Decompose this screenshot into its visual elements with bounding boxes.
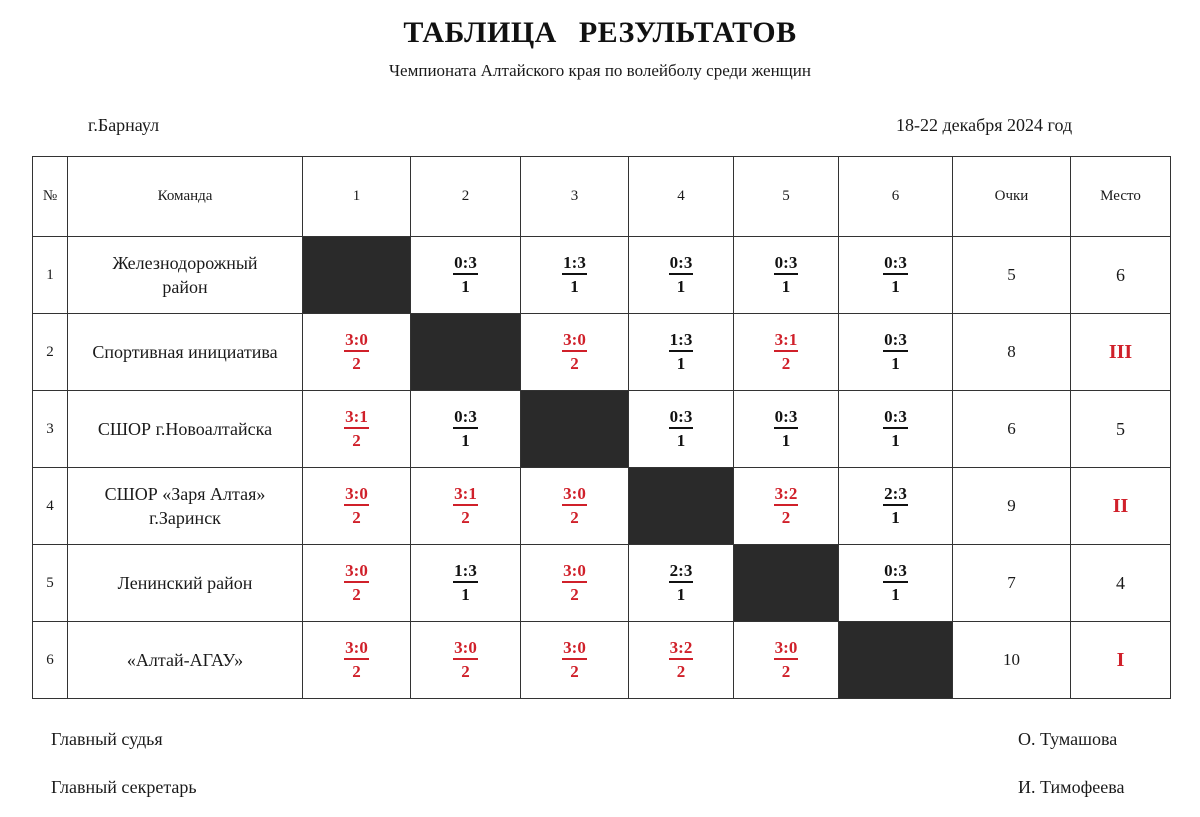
- match-score: [453, 638, 478, 682]
- match-score: [774, 253, 799, 297]
- match-score: [669, 253, 694, 297]
- match-score: [669, 561, 694, 605]
- match-score: [453, 407, 478, 451]
- match-points: 1: [676, 585, 686, 604]
- match-result-cell: [629, 237, 734, 314]
- match-score: [774, 330, 799, 374]
- column-header-6: 6: [839, 157, 953, 237]
- team-name-line2: район: [162, 277, 208, 297]
- match-points: 2: [781, 662, 791, 681]
- match-result-cell: [303, 391, 411, 468]
- self-match-cell: [411, 314, 521, 391]
- match-score: [344, 484, 369, 528]
- team-number: 6: [33, 622, 68, 699]
- set-score: 3:1: [774, 330, 799, 352]
- match-score: [669, 407, 694, 451]
- match-points: 1: [461, 277, 470, 296]
- match-score: [344, 330, 369, 374]
- match-score: [669, 330, 694, 374]
- team-row: [33, 391, 1171, 468]
- match-result-cell: [411, 545, 521, 622]
- match-result-cell: [629, 391, 734, 468]
- set-score: 3:0: [344, 561, 369, 583]
- match-points: 2: [352, 431, 361, 450]
- match-points: 1: [570, 277, 579, 296]
- set-score: 0:3: [453, 407, 478, 429]
- match-result-cell: [521, 622, 629, 699]
- match-score: [453, 561, 478, 605]
- match-score: [669, 638, 694, 682]
- column-header-points: Очки: [953, 157, 1071, 237]
- team-name-line1: Железнодорожный: [112, 253, 258, 273]
- match-result-cell: [629, 622, 734, 699]
- set-score: 0:3: [774, 407, 799, 429]
- match-result-cell: [303, 314, 411, 391]
- match-score: [344, 638, 369, 682]
- match-points: 1: [461, 585, 470, 604]
- match-result-cell: [734, 622, 839, 699]
- match-points: 1: [676, 354, 686, 373]
- match-score: [562, 484, 587, 528]
- header-row: [33, 157, 1171, 237]
- match-result-cell: [303, 622, 411, 699]
- match-points: 2: [570, 662, 579, 681]
- page-title: ТАБЛИЦА РЕЗУЛЬТАТОВ: [403, 16, 797, 49]
- match-points: 1: [891, 508, 900, 527]
- team-number: 4: [33, 468, 68, 545]
- match-points: 2: [570, 508, 579, 527]
- column-header-team: Команда: [68, 157, 303, 237]
- judge-label: Главный судья: [51, 729, 163, 749]
- set-score: 0:3: [883, 330, 908, 352]
- team-name: [68, 237, 303, 314]
- column-header-5: 5: [734, 157, 839, 237]
- match-points: 1: [781, 431, 791, 450]
- set-score: 3:0: [562, 638, 587, 660]
- self-match-cell: [521, 391, 629, 468]
- match-result-cell: [734, 468, 839, 545]
- team-name-line1: СШОР г.Новоалтайска: [97, 419, 273, 439]
- match-score: [344, 407, 369, 451]
- set-score: 1:3: [669, 330, 694, 352]
- team-name: [68, 622, 303, 699]
- team-number: 3: [33, 391, 68, 468]
- match-points: 1: [781, 277, 791, 296]
- total-points: 10: [953, 622, 1071, 699]
- set-score: 3:0: [562, 561, 587, 583]
- judge-name: О. Тумашова: [1018, 729, 1118, 749]
- team-row: [33, 622, 1171, 699]
- match-result-cell: [411, 391, 521, 468]
- match-points: 2: [781, 508, 791, 527]
- match-points: 2: [352, 585, 361, 604]
- match-score: [453, 484, 478, 528]
- match-score: [562, 638, 587, 682]
- team-name-line2: г.Заринск: [149, 508, 221, 528]
- match-points: 1: [676, 277, 686, 296]
- city-text: г.Барнаул: [88, 115, 160, 135]
- set-score: 3:0: [344, 330, 369, 352]
- set-score: 3:1: [453, 484, 478, 506]
- team-name: [68, 468, 303, 545]
- set-score: 3:0: [344, 638, 369, 660]
- match-score: [562, 330, 587, 374]
- team-name: [68, 391, 303, 468]
- match-result-cell: [839, 314, 953, 391]
- set-score: 3:0: [562, 330, 587, 352]
- match-score: [774, 484, 799, 528]
- set-score: 0:3: [669, 407, 694, 429]
- match-points: 1: [676, 431, 686, 450]
- team-number: 1: [33, 237, 68, 314]
- set-score: 3:2: [669, 638, 694, 660]
- set-score: 1:3: [453, 561, 478, 583]
- team-name: [68, 314, 303, 391]
- match-points: 1: [891, 585, 900, 604]
- self-match-cell: [734, 545, 839, 622]
- self-match-cell: [303, 237, 411, 314]
- team-name-line1: Спортивная инициатива: [92, 342, 278, 362]
- match-result-cell: [521, 314, 629, 391]
- column-header-1: 1: [303, 157, 411, 237]
- place: II: [1071, 468, 1171, 545]
- set-score: 3:1: [344, 407, 369, 429]
- results-table: [32, 156, 1171, 699]
- place: 4: [1071, 545, 1171, 622]
- total-points: 5: [953, 237, 1071, 314]
- match-score: [453, 253, 478, 297]
- total-points: 7: [953, 545, 1071, 622]
- column-header-4: 4: [629, 157, 734, 237]
- match-points: 2: [352, 508, 361, 527]
- match-points: 1: [461, 431, 470, 450]
- match-result-cell: [521, 545, 629, 622]
- match-result-cell: [734, 391, 839, 468]
- set-score: 3:0: [344, 484, 369, 506]
- match-score: [883, 484, 908, 528]
- column-header-2: 2: [411, 157, 521, 237]
- event-date: 18-22 декабря 2024 год: [896, 115, 1073, 135]
- team-name-line1: СШОР «Заря Алтая»: [104, 484, 266, 504]
- match-result-cell: [839, 545, 953, 622]
- match-points: 2: [352, 662, 361, 681]
- match-result-cell: [629, 314, 734, 391]
- match-points: 2: [781, 354, 791, 373]
- match-points: 1: [891, 354, 900, 373]
- set-score: 3:0: [453, 638, 478, 660]
- place: III: [1071, 314, 1171, 391]
- match-points: 2: [570, 585, 579, 604]
- match-points: 2: [461, 508, 470, 527]
- match-score: [883, 330, 908, 374]
- team-name-line1: «Алтай-АГАУ»: [126, 650, 244, 670]
- city: [88, 115, 159, 136]
- match-result-cell: [303, 545, 411, 622]
- match-score: [562, 253, 587, 297]
- set-score: 3:0: [774, 638, 799, 660]
- match-result-cell: [839, 237, 953, 314]
- set-score: 0:3: [883, 561, 908, 583]
- match-result-cell: [839, 468, 953, 545]
- match-score: [883, 407, 908, 451]
- team-row: [33, 545, 1171, 622]
- match-score: [883, 253, 908, 297]
- match-result-cell: [839, 391, 953, 468]
- place: I: [1071, 622, 1171, 699]
- set-score: 0:3: [669, 253, 694, 275]
- column-header-number: №: [33, 157, 68, 237]
- match-result-cell: [303, 468, 411, 545]
- match-result-cell: [411, 237, 521, 314]
- match-score: [774, 638, 799, 682]
- match-result-cell: [629, 545, 734, 622]
- match-result-cell: [521, 237, 629, 314]
- match-score: [344, 561, 369, 605]
- match-points: 1: [891, 431, 900, 450]
- team-name: [68, 545, 303, 622]
- self-match-cell: [839, 622, 953, 699]
- set-score: 3:0: [562, 484, 587, 506]
- match-score: [774, 407, 799, 451]
- match-points: 2: [461, 662, 470, 681]
- set-score: 3:2: [774, 484, 799, 506]
- match-result-cell: [734, 237, 839, 314]
- set-score: 2:3: [883, 484, 908, 506]
- secretary-name: И. Тимофеева: [1018, 777, 1125, 797]
- set-score: 0:3: [883, 407, 908, 429]
- column-header-place: Место: [1071, 157, 1171, 237]
- match-points: 2: [570, 354, 579, 373]
- match-result-cell: [521, 468, 629, 545]
- total-points: 8: [953, 314, 1071, 391]
- team-name-line1: Ленинский район: [117, 573, 253, 593]
- match-score: [883, 561, 908, 605]
- match-points: 1: [891, 277, 900, 296]
- column-header-3: 3: [521, 157, 629, 237]
- set-score: 0:3: [883, 253, 908, 275]
- match-points: 2: [352, 354, 361, 373]
- set-score: 1:3: [562, 253, 587, 275]
- match-result-cell: [411, 622, 521, 699]
- page-subtitle: Чемпионата Алтайского края по волейболу среди женщин: [389, 61, 811, 80]
- team-number: 5: [33, 545, 68, 622]
- match-result-cell: [411, 468, 521, 545]
- team-number: 2: [33, 314, 68, 391]
- team-row: [33, 468, 1171, 545]
- set-score: 2:3: [669, 561, 694, 583]
- match-points: 2: [676, 662, 686, 681]
- set-score: 0:3: [453, 253, 478, 275]
- match-score: [562, 561, 587, 605]
- team-row: [33, 314, 1171, 391]
- set-score: 0:3: [774, 253, 799, 275]
- place: 6: [1071, 237, 1171, 314]
- self-match-cell: [629, 468, 734, 545]
- team-row: [33, 237, 1171, 314]
- total-points: 6: [953, 391, 1071, 468]
- secretary-label: Главный секретарь: [51, 777, 197, 797]
- place: 5: [1071, 391, 1171, 468]
- total-points: 9: [953, 468, 1071, 545]
- match-result-cell: [734, 314, 839, 391]
